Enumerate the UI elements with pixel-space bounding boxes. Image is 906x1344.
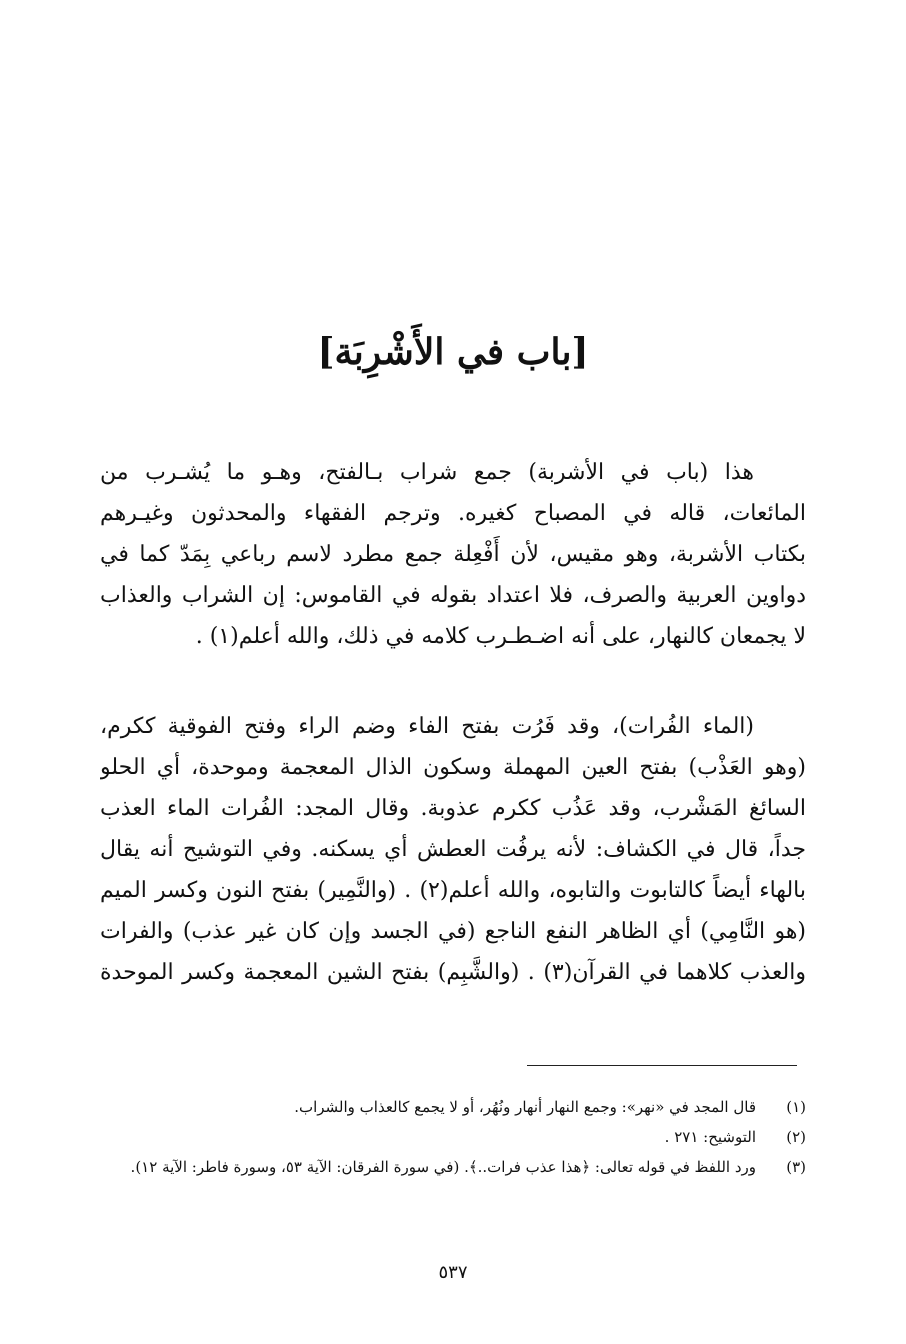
footnotes [100, 1092, 806, 1182]
paragraph-2 [100, 706, 806, 993]
paragraph-line: بالهاء أيضاً كالتابوت والتابوه، والله أعلم(٢) . (والنَّمِير) بفتح النون وكسر الميم [100, 878, 806, 903]
paragraph-line: (الماء الفُرات)، وقد فَرُت بفتح الفاء وضم الراء وفتح الفوقية ككرم، [100, 714, 754, 739]
paragraph-line: دواوين العربية والصرف، فلا اعتداد بقوله في القاموس: إن الشراب والعذاب [100, 583, 806, 608]
footnote-text: قال المجد في «نهر»: وجمع النهار أنهار ونُهُر، أو لا يجمع كالعذاب والشراب. [294, 1098, 756, 1116]
paragraph-line: هذا (باب في الأشربة) جمع شراب بـالفتح، وهـو ما يُشـرب من [100, 460, 754, 485]
paragraph-line: (هو النَّامِي) أي الظاهر النفع الناجع (في الجسد وإن كان غير عذب) والفرات [100, 919, 806, 944]
paragraph-line: (وهو العَذْب) بفتح العين المهملة وسكون الذال المعجمة وموحدة، أي الحلو [100, 755, 806, 780]
paragraph-line: جداً، قال في الكشاف: لأنه يرفُت العطش أي يسكنه. وفي التوشيح أنه يقال [100, 837, 806, 862]
page-number: ٥٣٧ [438, 1262, 468, 1283]
footnote-number: (٣) [786, 1158, 806, 1176]
chapter-title: [باب في الأَشْرِبَة] [317, 331, 589, 373]
footnote [100, 1152, 806, 1182]
paragraph-line: السائغ المَشْرب، وقد عَذُب ككرم عذوبة. وقال المجد: الفُرات الماء العذب [100, 796, 806, 821]
footnote [100, 1092, 806, 1122]
paragraph-line: لا يجمعان كالنهار، على أنه اضـطـرب كلامه في ذلك، والله أعلم(١) . [195, 624, 806, 649]
paragraph-line: والعذب كلاهما في القرآن(٣) . (والشَّبِم) بفتح الشين المعجمة وكسر الموحدة [100, 960, 806, 985]
paragraph-line: بكتاب الأشربة، وهو مقيس، لأن أَفْعِلة جمع مطرد لاسم رباعي بِمَدّ كما في [100, 542, 806, 567]
paragraph-line: المائعات، قاله في المصباح كغيره. وترجم الفقهاء والمحدثون وغيـرهم [100, 501, 806, 526]
footnote-text: التوشيح: ٢٧١ . [664, 1128, 756, 1146]
footnote-text: ورد اللفظ في قوله تعالى: ﴿هذا عذب فرات..﴾. (في سورة الفرقان: الآية ٥٣، وسورة فاطر: الآية ١٢). [130, 1158, 756, 1176]
footnote-number: (١) [786, 1098, 806, 1116]
paragraph-1 [100, 452, 806, 657]
footnote [100, 1122, 806, 1152]
footnote-divider [527, 1065, 797, 1066]
footnote-number: (٢) [786, 1128, 806, 1146]
